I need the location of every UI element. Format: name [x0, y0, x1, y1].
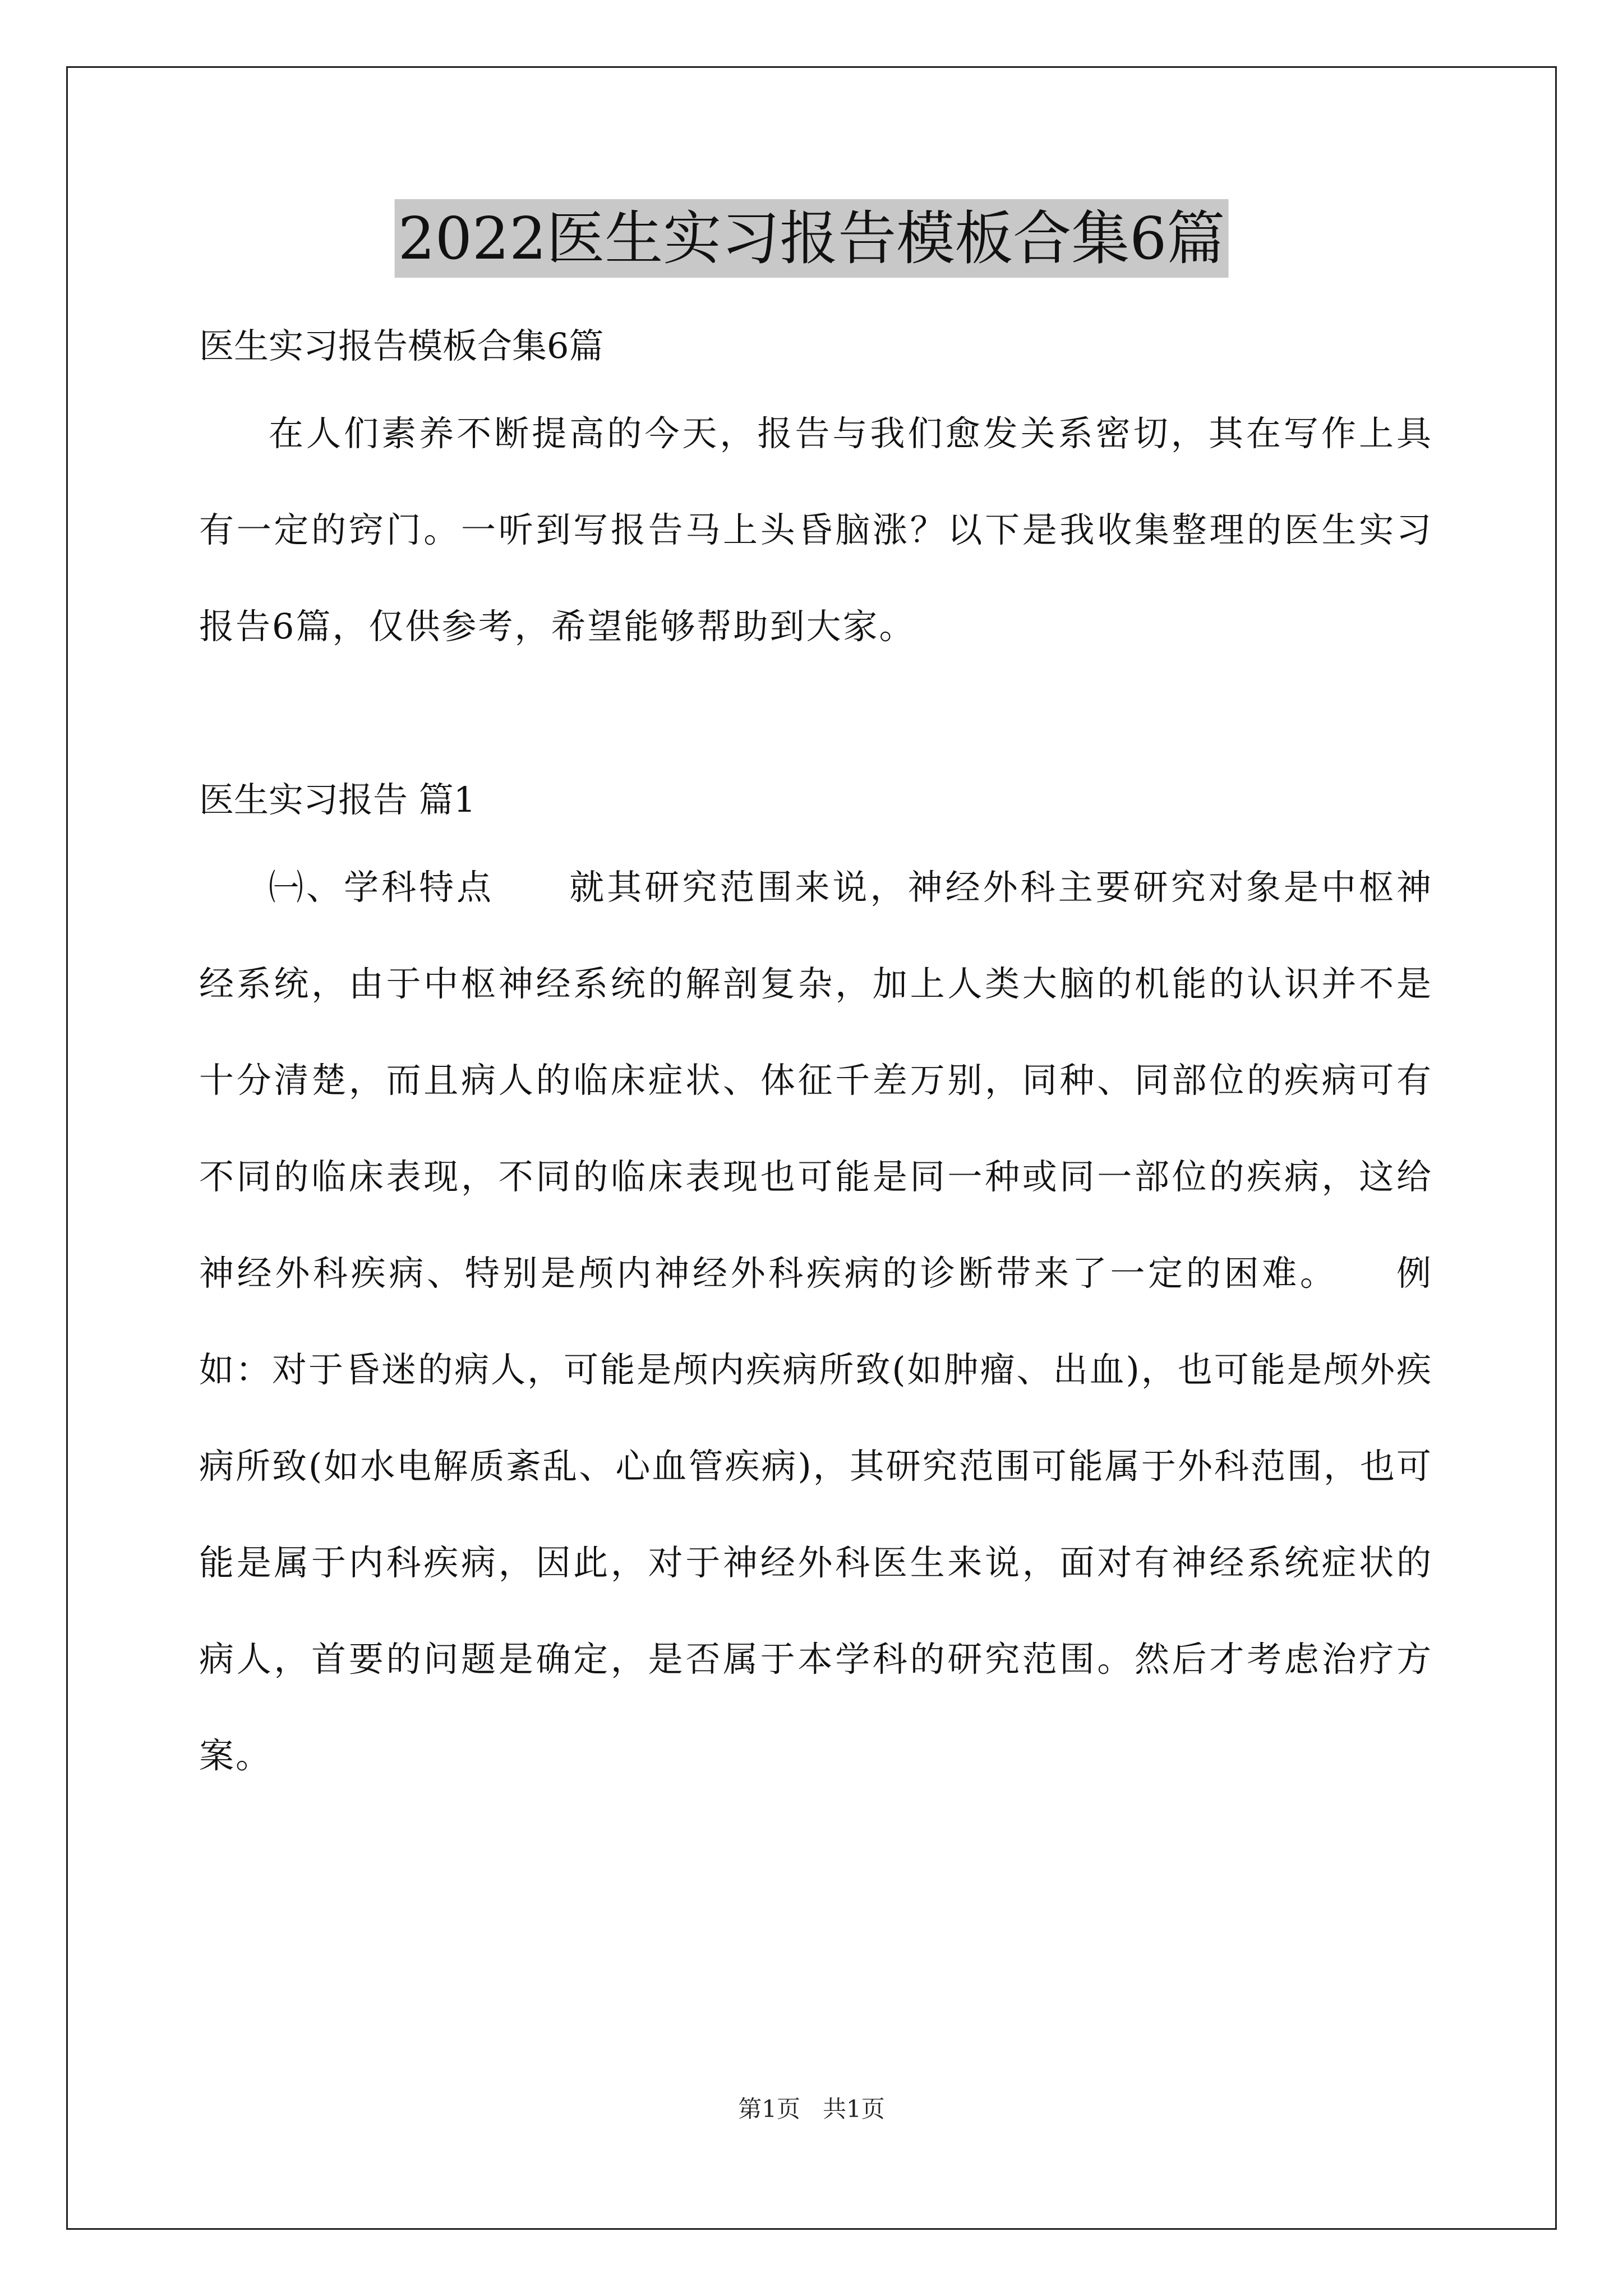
document-subtitle: 医生实习报告模板合集6篇 [199, 325, 604, 366]
section-heading: 医生实习报告 篇1 [199, 779, 476, 820]
document-body [199, 310, 1433, 1804]
document-title: 2022医生实习报告模板合集6篇 [395, 199, 1229, 278]
intro-paragraph: 在人们素养不断提高的今天，报告与我们愈发关系密切，其在写作上具有一定的窍门。一听到写报告马上头昏脑涨？以下是我收集整理的医生实习报告6篇，仅供参考，希望能够帮助到大家。 [199, 413, 1433, 647]
page-footer: 第1页 共1页 [738, 2095, 885, 2123]
section-body-paragraph: ㈠、学科特点 就其研究范围来说，神经外科主要研究对象是中枢神经系统，由于中枢神经系统的解剖复杂，加上人类大脑的机能的认识并不是十分清楚，而且病人的临床症状、体征千差万别，同种、同部位的疾病可有不同的临床表现，不同的临床表现也可能是同一种或同一部位的疾病，这给神经外科疾病、特别是颅内神经外科疾病的诊断带来了一定的困难。 例如：对于昏迷的病人，可能是颅内疾病所致(如肿瘤、出血)，也可能是颅外疾病所致(如水电解质紊乱、心血管疾病)，其研究范围可能属于外科范围，也可能是属于内科疾病，因此，对于神经外科医生来说，面对有神经系统症状的病人，首要的问题是确定，是否属于本学科的研究范围。然后才考虑治疗方案。 [199, 867, 1433, 1776]
